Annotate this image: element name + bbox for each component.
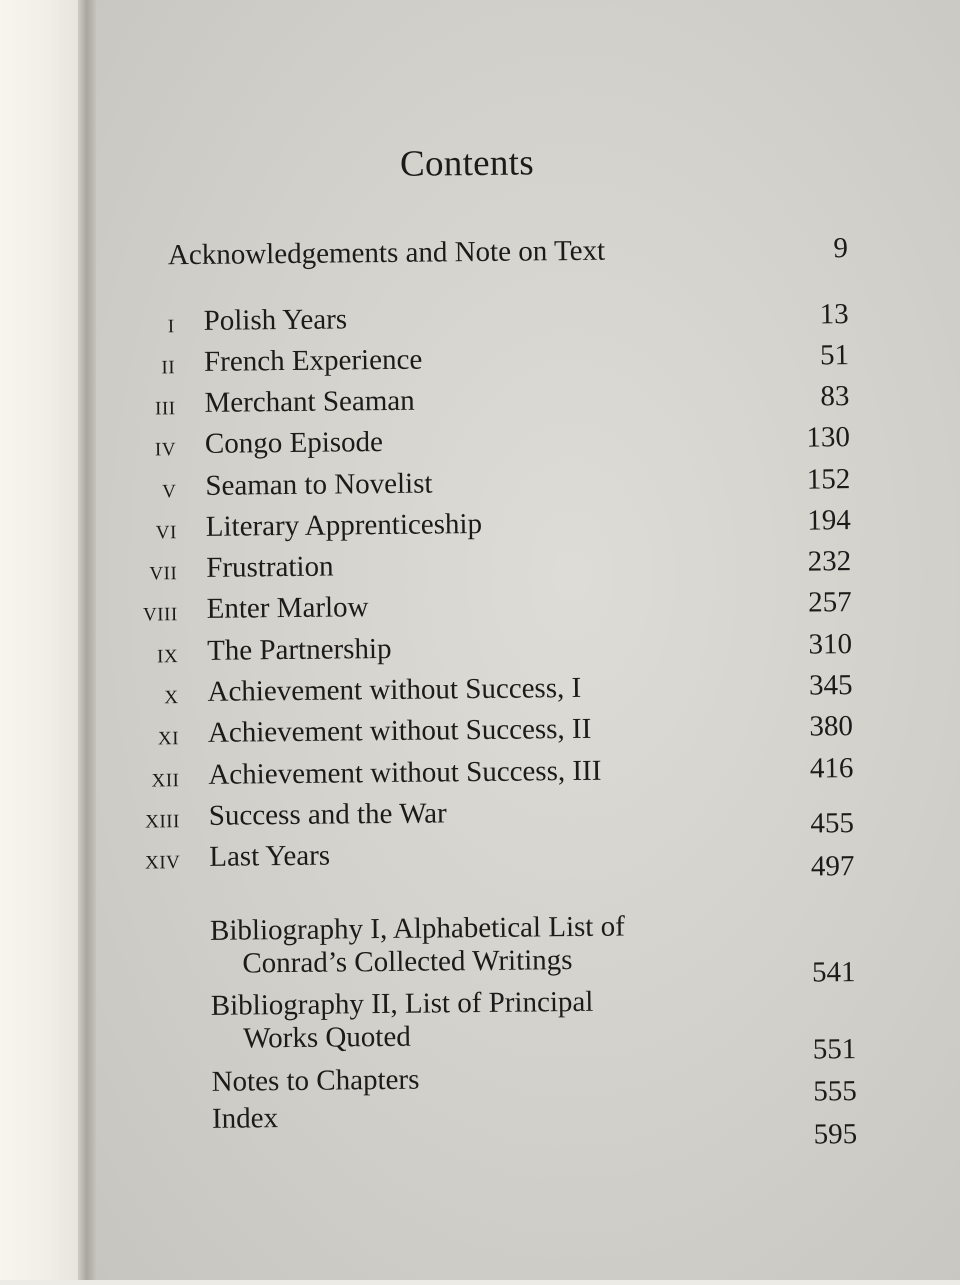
chapter-page: 497 bbox=[810, 850, 855, 883]
toc-entry-front bbox=[0, 231, 956, 281]
chapter-page: 416 bbox=[809, 752, 854, 785]
chapter-page: 345 bbox=[808, 669, 853, 702]
chapter-numeral: XII bbox=[151, 770, 180, 792]
entry-title-line1: Bibliography II, List of Principal bbox=[210, 985, 594, 1022]
chapter-page: 232 bbox=[807, 545, 852, 578]
entry-title bbox=[210, 911, 625, 981]
chapter-numeral: I bbox=[167, 316, 175, 338]
chapter-numeral: III bbox=[154, 398, 176, 420]
entry-title-line2: Conrad’s Collected Writings bbox=[242, 944, 573, 980]
chapter-numeral: II bbox=[161, 357, 176, 379]
chapter-page: 455 bbox=[810, 807, 855, 840]
entry-page: 555 bbox=[813, 1075, 857, 1108]
chapter-page: 194 bbox=[807, 504, 851, 537]
chapter-title: Achievement without Success, II bbox=[207, 712, 592, 749]
chapter-numeral: IX bbox=[156, 646, 179, 668]
chapter-numeral: IV bbox=[154, 439, 177, 461]
entry-page: 595 bbox=[813, 1118, 858, 1151]
chapter-title: The Partnership bbox=[206, 632, 392, 667]
chapter-numeral: V bbox=[162, 481, 177, 503]
chapter-title: Literary Apprenticeship bbox=[205, 507, 483, 543]
entry-title: Notes to Chapters bbox=[211, 1063, 420, 1098]
chapter-title: Seaman to Novelist bbox=[205, 467, 433, 502]
chapter-page: 310 bbox=[808, 628, 853, 661]
chapter-title: Congo Episode bbox=[204, 426, 384, 460]
chapter-page: 130 bbox=[806, 421, 851, 454]
entry-page: 9 bbox=[833, 232, 849, 265]
chapter-title: French Experience bbox=[203, 343, 423, 378]
entry-title-line1: Bibliography I, Alphabetical List of bbox=[209, 910, 625, 947]
entry-page: 551 bbox=[812, 1033, 857, 1066]
chapter-numeral: XIII bbox=[145, 811, 180, 833]
chapter-numeral: XIV bbox=[144, 852, 181, 874]
chapter-numeral: VII bbox=[149, 563, 178, 585]
chapter-page: 152 bbox=[806, 463, 851, 496]
chapter-page: 83 bbox=[820, 380, 850, 413]
entry-page: 541 bbox=[811, 956, 856, 989]
chapter-title: Enter Marlow bbox=[206, 591, 369, 625]
chapter-page: 257 bbox=[807, 586, 852, 619]
entry-title: Index bbox=[211, 1102, 279, 1135]
chapter-numeral: VIII bbox=[142, 604, 178, 626]
chapter-title: Polish Years bbox=[203, 303, 348, 337]
chapter-title: Success and the War bbox=[208, 797, 447, 832]
chapter-title: Frustration bbox=[206, 550, 334, 584]
entry-title: Acknowledgements and Note on Text bbox=[167, 234, 606, 272]
chapter-title: Achievement without Success, I bbox=[207, 671, 582, 708]
chapter-numeral: VI bbox=[155, 522, 177, 544]
chapter-numeral: XI bbox=[157, 728, 180, 750]
entry-title-line2: Works Quoted bbox=[242, 1020, 411, 1055]
chapter-page: 13 bbox=[819, 298, 849, 331]
chapter-title: Merchant Seaman bbox=[204, 384, 415, 419]
chapter-numeral: X bbox=[164, 687, 179, 709]
chapter-page: 51 bbox=[819, 339, 850, 372]
page-title: Contents bbox=[399, 142, 535, 185]
toc-back-bibliography-2 bbox=[4, 982, 960, 1066]
chapter-title: Achievement without Success, III bbox=[208, 754, 602, 791]
chapter-page: 380 bbox=[809, 710, 854, 743]
entry-title bbox=[211, 986, 594, 1056]
toc-back-bibliography-1 bbox=[3, 907, 960, 989]
chapter-title: Last Years bbox=[209, 839, 331, 873]
